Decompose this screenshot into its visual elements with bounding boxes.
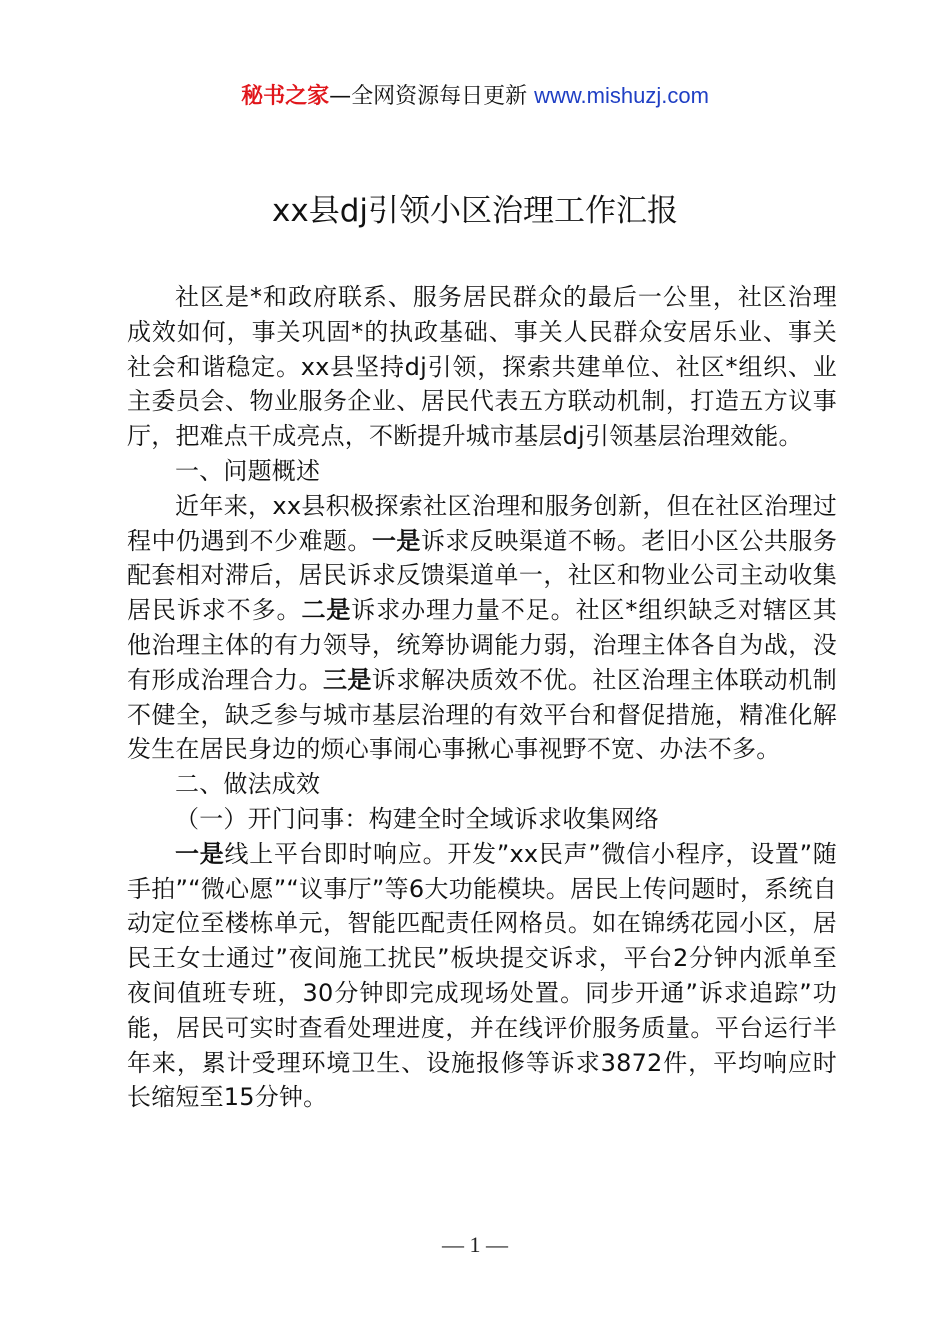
bold-marker-third: 三是 bbox=[322, 665, 372, 694]
bold-marker-second: 二是 bbox=[301, 596, 352, 625]
site-tagline: —全网资源每日更新 bbox=[329, 84, 535, 109]
subsection-heading-open-door: （一）开门问事：构建全时全域诉求收集网络 bbox=[175, 804, 659, 833]
site-header bbox=[0, 80, 950, 113]
page-number: — 1 — bbox=[442, 1232, 508, 1257]
measure-one-text: 线上平台即时响应。开发”xx民声”微信小程序，设置”随手拍”“微心愿”“议事厅”等6大功能模块。居民上传问题时，系统自动定位至楼栋单元，智能匹配责任网格员。如在锦绣花园小区，居民王女士通过”夜间施工扰民”板块提交诉求，平台2分钟内派单至夜间值班专班，30分钟即完成现场处置。同步开通”诉求追踪”功能，居民可实时查看处理进度，并在线评价服务质量。平台运行半年来，累计受理环境卫生、设施报修等诉求3872件，平均响应时长缩短至15分钟。 bbox=[127, 839, 837, 1112]
bold-marker-first: 一是 bbox=[371, 526, 421, 555]
site-brand: 秘书之家 bbox=[241, 84, 330, 109]
measure-one-paragraph bbox=[127, 837, 837, 1115]
site-url-link[interactable]: www.mishuzj.com bbox=[534, 83, 709, 108]
document-body bbox=[127, 280, 837, 1115]
document-title: xx县dj引领小区治理工作汇报 bbox=[272, 193, 678, 229]
section-heading-problems: 一、问题概述 bbox=[175, 456, 321, 485]
problems-paragraph bbox=[127, 489, 837, 767]
problem-one-text: 诉求反映渠道不畅。老旧小区公共服务配套相对滞后，居民诉求反馈渠道单一，社区和物业公司主动收集居民诉求不多。 bbox=[127, 526, 838, 625]
intro-paragraph: 社区是*和政府联系、服务居民群众的最后一公里，社区治理成效如何，事关巩固*的执政基础、事关人民群众安居乐业、事关社会和谐稳定。xx县坚持dj引领，探索共建单位、社区*组织、业主委员会、物业服务企业、居民代表五方联动机制，打造五方议事厅，把难点干成亮点，不断提升城市基层dj引领基层治理效能。 bbox=[127, 283, 837, 451]
problem-two-text: 诉求办理力量不足。社区*组织缺乏对辖区其他治理主体的有力领导，统筹协调能力弱，治理主体各自为战，没有形成治理合力。 bbox=[127, 596, 837, 694]
bold-marker-measure-one: 一是 bbox=[175, 839, 225, 868]
section-heading-measures: 二、做法成效 bbox=[175, 770, 321, 799]
problem-three-text: 诉求解决质效不优。社区治理主体联动机制不健全，缺乏参与城市基层治理的有效平台和督促措施，精准化解发生在居民身边的烦心事闹心事揪心事视野不宽、办法不多。 bbox=[127, 665, 837, 764]
problems-lead-text: 近年来，xx县积极探索社区治理和服务创新，但在社区治理过程中仍遇到不少难题。 bbox=[127, 491, 837, 555]
